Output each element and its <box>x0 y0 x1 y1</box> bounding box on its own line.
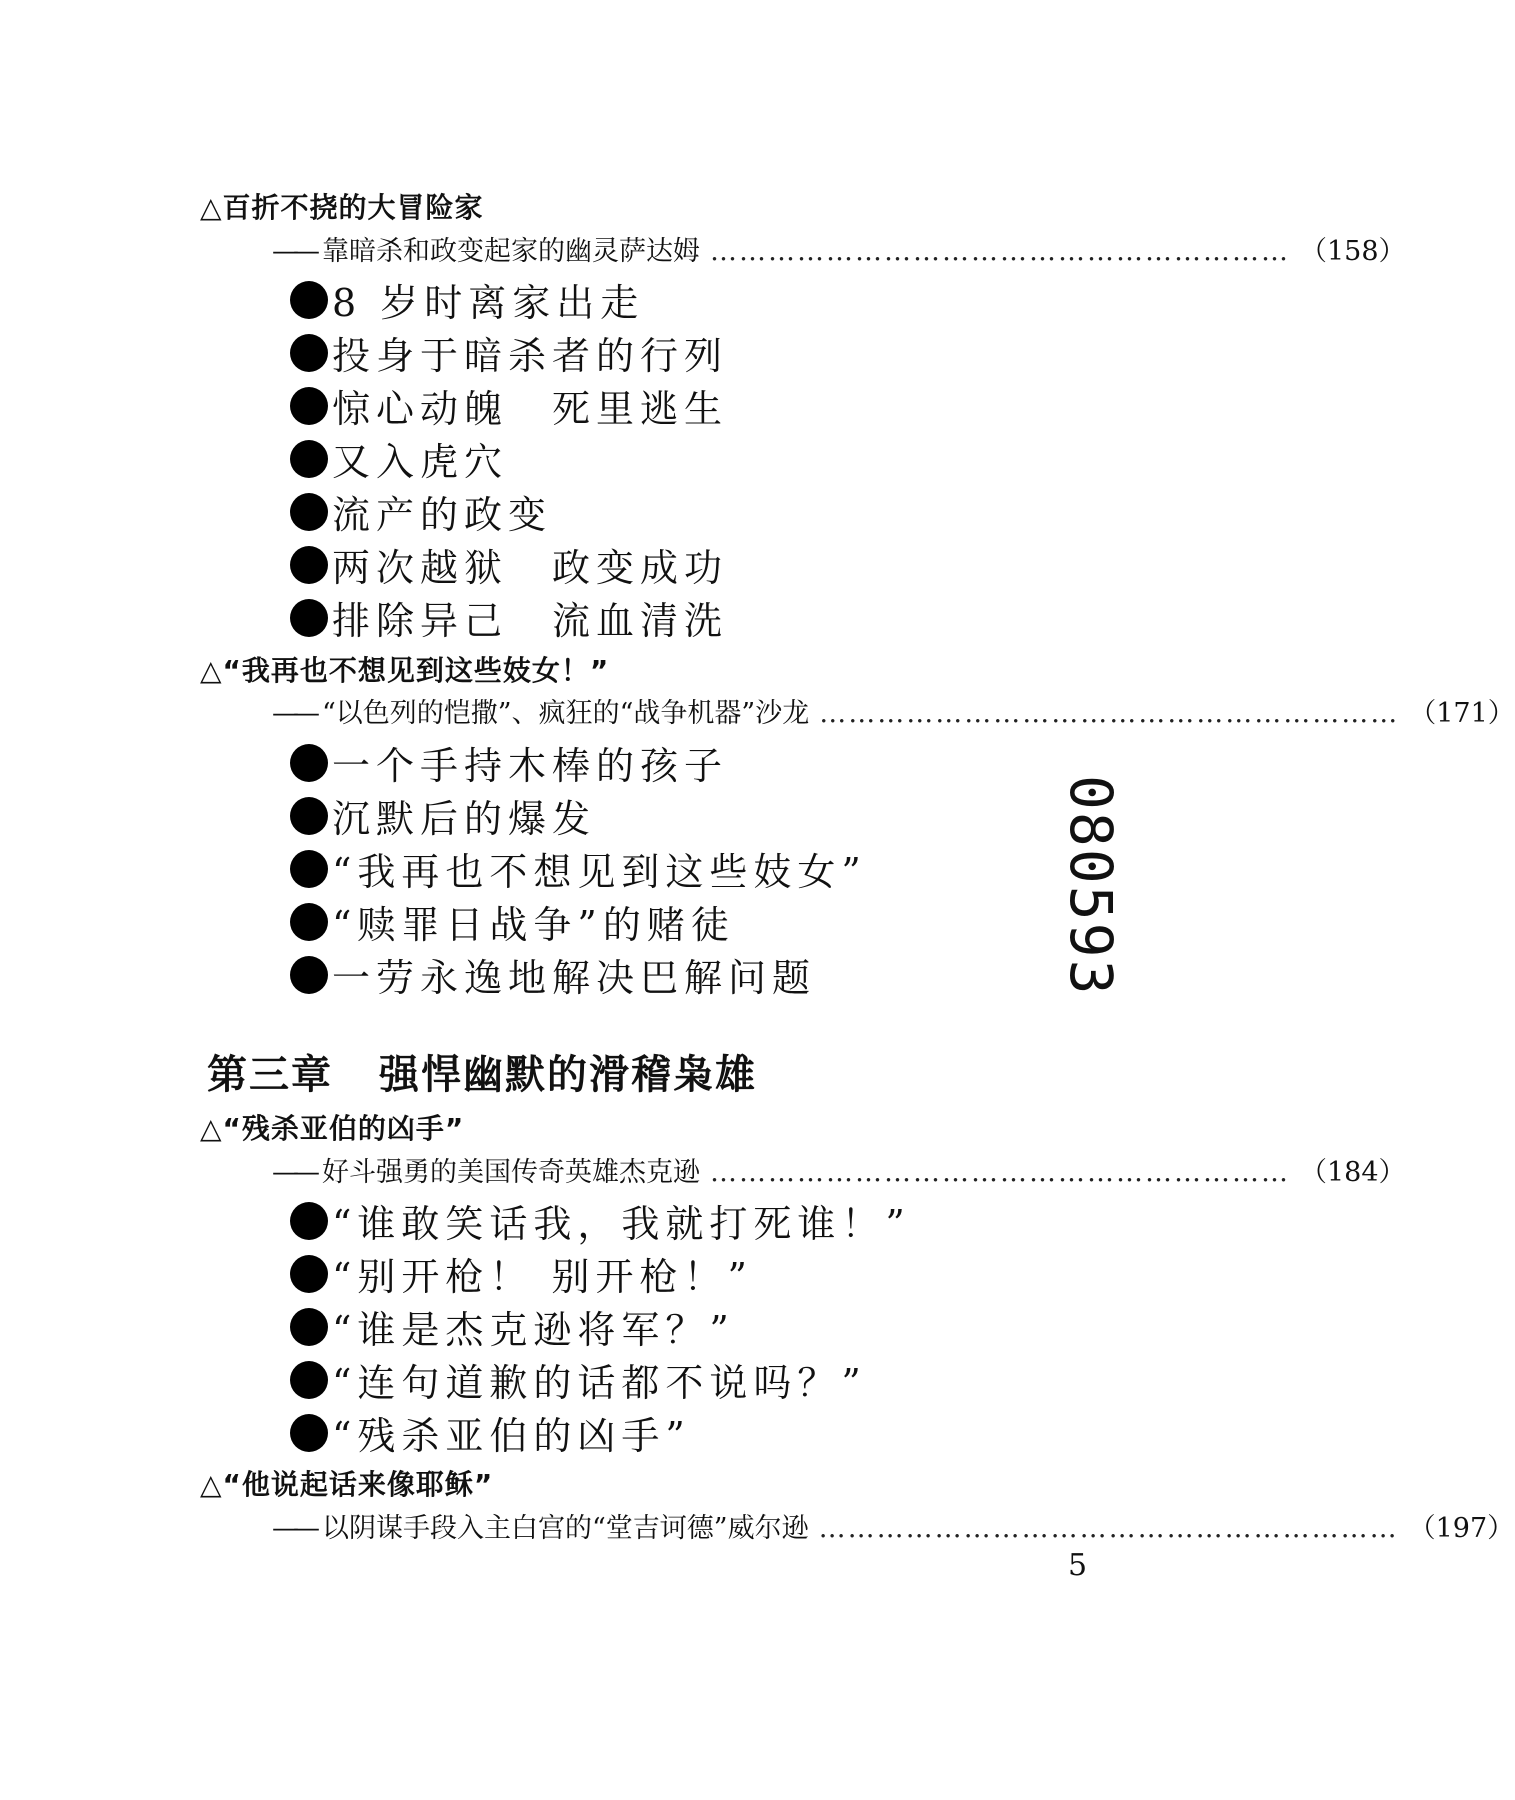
bullet-item <box>290 947 816 1002</box>
bullet-text: “残杀亚伯的凶手” <box>332 1414 691 1458</box>
section-subtitle: 靠暗杀和政变起家的幽灵萨达姆 <box>322 236 700 267</box>
section-subtitle: “以色列的恺撒”、疯狂的“战争机器”沙龙 <box>322 698 810 729</box>
bullet-item <box>290 590 728 645</box>
bullet-text: 两次越狱 政变成功 <box>332 546 729 590</box>
bullet-text: 惊心动魄 死里逃生 <box>332 387 729 431</box>
bullet-text: 排除异己 流血清洗 <box>332 599 729 643</box>
bullet-dot-icon <box>290 281 328 319</box>
bullet-dot-icon <box>290 956 328 994</box>
chapter-number: 第三章 <box>207 1052 333 1098</box>
bullet-dot-icon <box>290 744 328 782</box>
bullet-text: “连句道歉的话都不说吗？” <box>332 1361 867 1405</box>
bullet-dot-icon <box>290 903 328 941</box>
section-title: △百折不挠的大冒险家 <box>200 191 484 224</box>
dot-leader: …………………………………………………… <box>710 1157 1290 1188</box>
bullet-text: 一个手持木棒的孩子 <box>332 744 729 788</box>
bullet-text: 沉默后的爆发 <box>332 797 597 841</box>
bullet-dot-icon <box>290 546 328 584</box>
bullet-item <box>290 325 728 380</box>
bullet-item <box>290 1405 691 1460</box>
dot-leader: …………………………………………………… <box>710 236 1290 267</box>
section-subtitle-line <box>272 229 1406 268</box>
bullet-item <box>290 272 644 327</box>
bullet-item <box>290 841 867 896</box>
bullet-text: “谁是杰克逊将军？” <box>332 1308 735 1352</box>
bullet-dot-icon <box>290 1361 328 1399</box>
section-page-ref: （171） <box>1409 698 1515 729</box>
section-title: △“我再也不想见到这些妓女！” <box>200 654 610 687</box>
bullet-item <box>290 1299 735 1354</box>
bullet-item <box>290 378 728 433</box>
bullet-text: 8 岁时离家出走 <box>332 281 645 325</box>
section-subtitle-line <box>272 1150 1406 1189</box>
dot-leader: …………………………………………………… <box>818 1513 1399 1544</box>
bullet-dot-icon <box>290 797 328 835</box>
section-page-ref: （184） <box>1300 1157 1406 1188</box>
bullet-item <box>290 1352 867 1407</box>
bullet-dot-icon <box>290 599 328 637</box>
subtitle-dash: —— <box>272 236 314 267</box>
section-page-ref: （158） <box>1300 236 1406 267</box>
bullet-item <box>290 1193 911 1248</box>
bullet-dot-icon <box>290 850 328 888</box>
bullet-item <box>290 1246 753 1301</box>
bullet-dot-icon <box>290 440 328 478</box>
dot-leader: …………………………………………………… <box>819 698 1400 729</box>
subtitle-dash: —— <box>272 698 314 729</box>
bullet-item <box>290 484 552 539</box>
bullet-item <box>290 537 728 592</box>
bullet-text: 流产的政变 <box>332 493 553 537</box>
bullet-dot-icon <box>290 1414 328 1452</box>
bullet-dot-icon <box>290 1255 328 1293</box>
bullet-dot-icon <box>290 1308 328 1346</box>
section-subtitle-line <box>272 691 1515 730</box>
section-title: △“残杀亚伯的凶手” <box>200 1112 465 1145</box>
bullet-text: “谁敢笑话我，我就打死谁！” <box>332 1202 911 1246</box>
bullet-text: 又入虎穴 <box>332 440 509 484</box>
bullet-text: 一劳永逸地解决巴解问题 <box>332 956 817 1000</box>
bullet-dot-icon <box>290 334 328 372</box>
bullet-item <box>290 894 735 949</box>
page-number: 5 <box>1068 1548 1088 1583</box>
section-subtitle: 好斗强勇的美国传奇英雄杰克逊 <box>322 1157 700 1188</box>
bullet-text: “我再也不想见到这些妓女” <box>332 850 867 894</box>
section-page-ref: （197） <box>1408 1513 1515 1544</box>
section-title: △“他说起话来像耶稣” <box>200 1468 494 1501</box>
bullet-text: “别开枪！ 别开枪！” <box>332 1255 753 1299</box>
stamp-number: 080593 <box>1057 775 1125 997</box>
bullet-dot-icon <box>290 1202 328 1240</box>
chapter-title: 强悍幽默的滑稽枭雄 <box>379 1052 757 1098</box>
bullet-dot-icon <box>290 387 328 425</box>
section-subtitle: 以阴谋手段入主白宫的“堂吉诃德”威尔逊 <box>322 1513 809 1544</box>
section-subtitle-line <box>272 1506 1515 1545</box>
chapter-heading <box>207 1043 757 1100</box>
subtitle-dash: —— <box>272 1157 314 1188</box>
bullet-item <box>290 788 596 843</box>
subtitle-dash: —— <box>272 1513 314 1544</box>
bullet-text: “赎罪日战争”的赌徒 <box>332 903 735 947</box>
bullet-item <box>290 735 728 790</box>
bullet-dot-icon <box>290 493 328 531</box>
bullet-item <box>290 431 508 486</box>
bullet-text: 投身于暗杀者的行列 <box>332 334 729 378</box>
